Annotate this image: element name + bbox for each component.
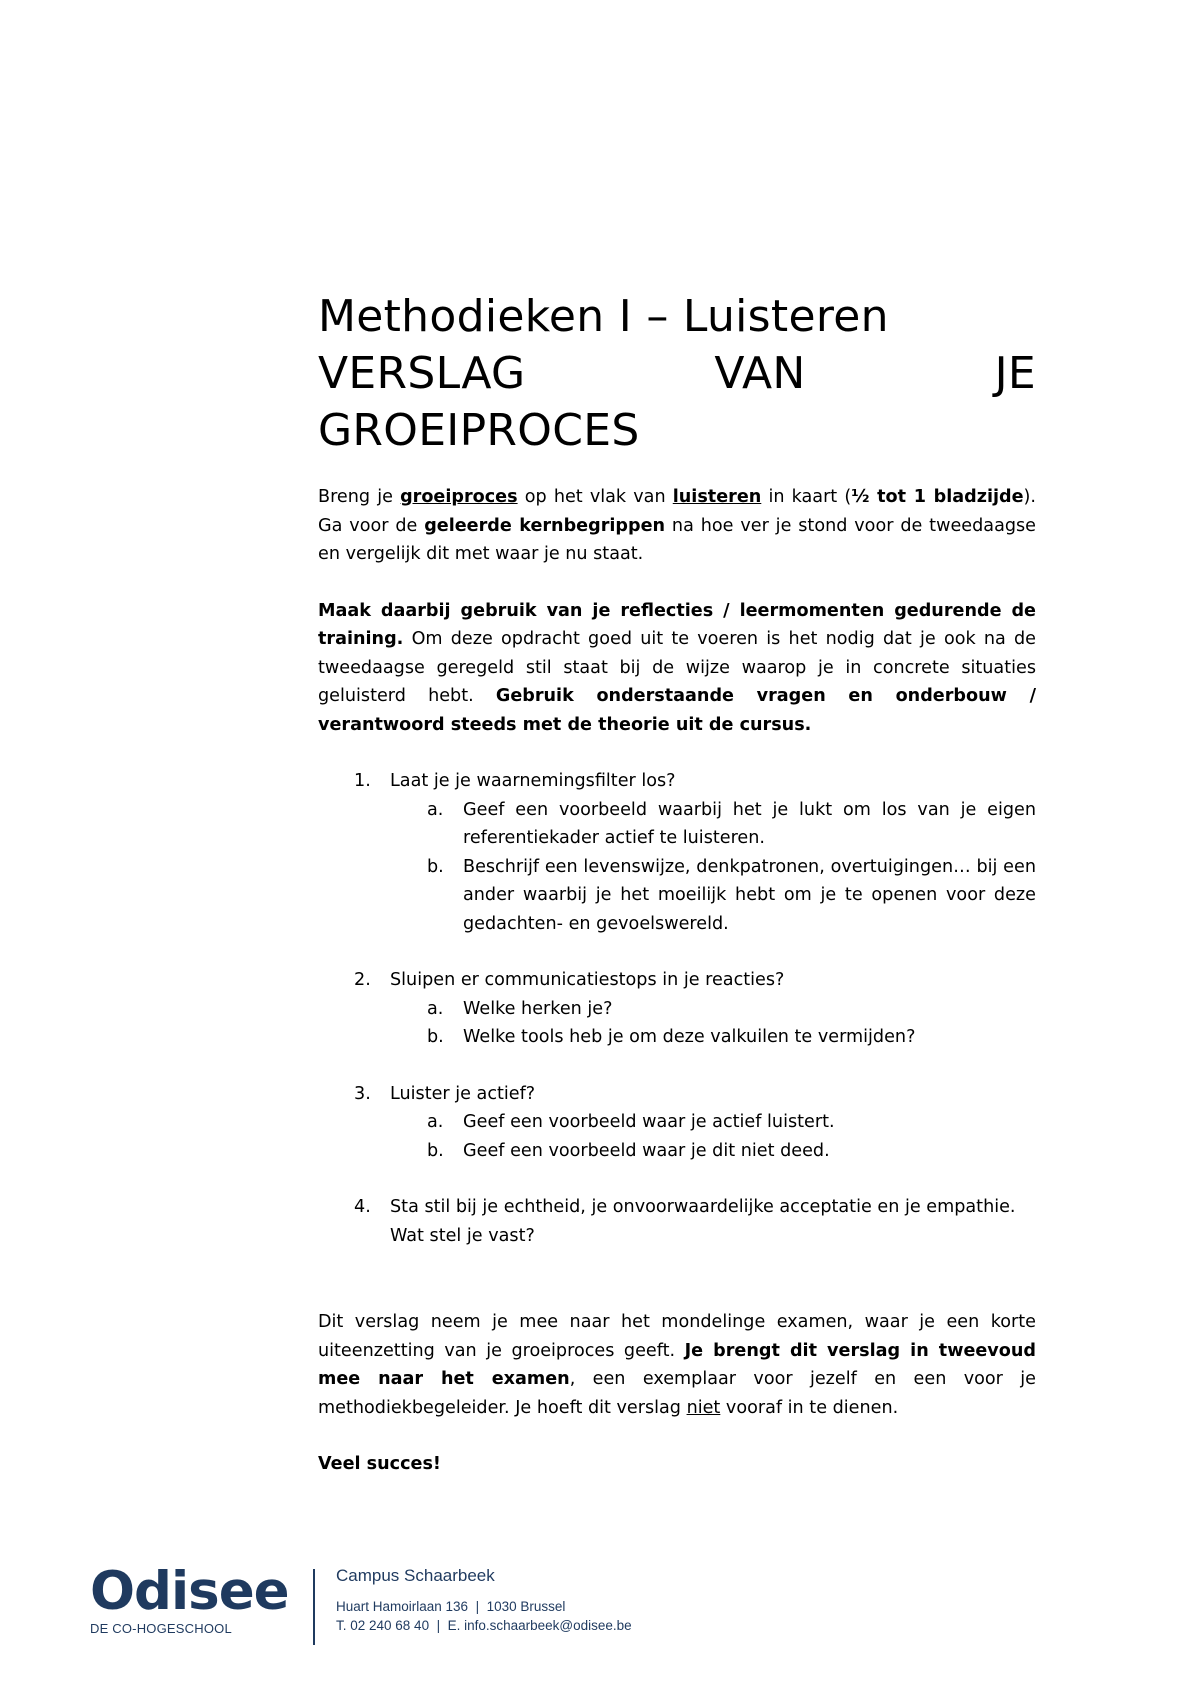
sub-letter: a. bbox=[427, 998, 444, 1019]
question-number: 2. bbox=[354, 970, 371, 990]
signoff-text: Veel succes! bbox=[318, 1454, 441, 1474]
text-run: , een exemplaar voor jezelf en een voor je methodiekbegeleider. Je hoeft dit verslag bbox=[318, 1369, 1036, 1418]
title-line-1: Methodieken I – Luisteren bbox=[318, 291, 889, 342]
title-word: VERSLAG bbox=[318, 348, 526, 399]
title-word: VAN bbox=[714, 348, 806, 399]
sub-question bbox=[318, 796, 1036, 853]
text-run: Om deze opdracht goed uit te voeren is het nodig dat je ook na de tweedaagse geregeld stil staat bij de wijze waarop je in concrete situaties geluisterd hebt. bbox=[318, 629, 1036, 706]
campus-name: Campus Schaarbeek bbox=[336, 1566, 495, 1585]
sub-letter: b. bbox=[427, 1027, 444, 1047]
question-text: Sluipen er communicatiestops in je reacties? bbox=[390, 970, 785, 990]
closing-paragraph bbox=[318, 1308, 1036, 1422]
intro-paragraph bbox=[318, 483, 1036, 569]
text-run: Dit verslag neem je mee naar het mondelinge examen, waar je een korte uiteenzetting van je groeiproces geeft. bbox=[318, 1312, 1036, 1361]
campus-address: Huart Hamoirlaan 136 | 1030 Brussel bbox=[336, 1599, 566, 1614]
underline-niet: niet bbox=[686, 1397, 721, 1418]
sub-text: Geef een voorbeeld waar je dit niet deed. bbox=[463, 1140, 830, 1161]
bold-run: Gebruik onderstaande vragen en onderbouw / verantwoord steeds met de theorie uit de cursus. bbox=[318, 686, 1036, 735]
sub-text: Geef een voorbeeld waar je actief luistert. bbox=[463, 1112, 835, 1132]
sub-letter: a. bbox=[427, 1112, 444, 1132]
sub-text: Welke tools heb je om deze valkuilen te vermijden? bbox=[463, 1027, 916, 1047]
emphasis-groeiproces: groeiproces bbox=[400, 487, 518, 507]
emphasis-luisteren: luisteren bbox=[672, 487, 762, 507]
logo-tagline: DE CO-HOGESCHOOL bbox=[90, 1621, 232, 1636]
sub-letter: b. bbox=[427, 1140, 444, 1161]
question-text: Luister je actief? bbox=[390, 1083, 536, 1104]
text-run: Breng je bbox=[318, 487, 401, 507]
campus-contact: T. 02 240 68 40 | E. info.schaarbeek@odisee.be bbox=[336, 1618, 632, 1633]
question-item bbox=[318, 767, 1036, 796]
sub-question bbox=[318, 1137, 1036, 1166]
sub-question bbox=[318, 995, 1036, 1024]
sub-letter: b. bbox=[427, 856, 444, 877]
question-item bbox=[318, 966, 1036, 995]
question-text: Sta stil bij je echtheid, je onvoorwaardelijke acceptatie en je empathie. Wat stel je vast? bbox=[390, 1197, 1016, 1246]
footer-contact bbox=[336, 1565, 632, 1635]
text-run: na hoe ver je stond voor de tweedaagse en vergelijk dit met waar je nu staat. bbox=[318, 515, 1037, 564]
sub-text: Beschrijf een levenswijze, denkpatronen, overtuigingen… bij een ander waarbij je het moeilijk hebt om je te openen voor deze gedachten- en gevoelswereld. bbox=[463, 856, 1036, 934]
question-number: 1. bbox=[354, 771, 371, 791]
sub-text: Welke herken je? bbox=[463, 998, 613, 1019]
text-run: in kaart ( bbox=[761, 487, 852, 507]
document-page bbox=[318, 288, 1036, 1479]
questions-list bbox=[318, 767, 1036, 1250]
question-number: 4. bbox=[354, 1197, 371, 1217]
sub-text: Geef een voorbeeld waarbij het je lukt om los van je eigen referentiekader actief te luisteren. bbox=[463, 799, 1036, 848]
sub-question bbox=[318, 1108, 1036, 1137]
text-run: op het vlak van bbox=[517, 487, 673, 507]
title-line-3: GROEIPROCES bbox=[318, 405, 640, 456]
sub-letter: a. bbox=[427, 799, 444, 820]
logo-wordmark: Odisee bbox=[90, 1561, 289, 1622]
instructions-paragraph bbox=[318, 597, 1036, 740]
page-footer bbox=[90, 1561, 790, 1645]
question-item bbox=[318, 1193, 1036, 1250]
question-text: Laat je je waarnemingsfilter los? bbox=[390, 771, 676, 791]
bold-run: Je brengt dit verslag in tweevoud mee naar het examen bbox=[318, 1340, 1036, 1389]
question-item bbox=[318, 1080, 1036, 1109]
title-line-2 bbox=[318, 345, 1036, 402]
document-title bbox=[318, 288, 1036, 459]
sub-question bbox=[318, 1023, 1036, 1052]
question-number: 3. bbox=[354, 1083, 371, 1104]
odisee-logo bbox=[90, 1561, 300, 1636]
emphasis-kernbegrippen: geleerde kernbegrippen bbox=[424, 515, 666, 536]
bold-run: Maak daarbij gebruik van je reflecties / leermomenten gedurende de training. bbox=[318, 600, 1036, 649]
sub-question bbox=[318, 853, 1036, 939]
footer-divider bbox=[313, 1569, 315, 1645]
signoff bbox=[318, 1450, 1036, 1479]
emphasis-length: ½ tot 1 bladzijde bbox=[851, 487, 1024, 507]
title-word: JE bbox=[994, 348, 1036, 399]
text-run: ). Ga voor de bbox=[318, 487, 1037, 536]
text-run: vooraf in te dienen. bbox=[720, 1397, 899, 1418]
